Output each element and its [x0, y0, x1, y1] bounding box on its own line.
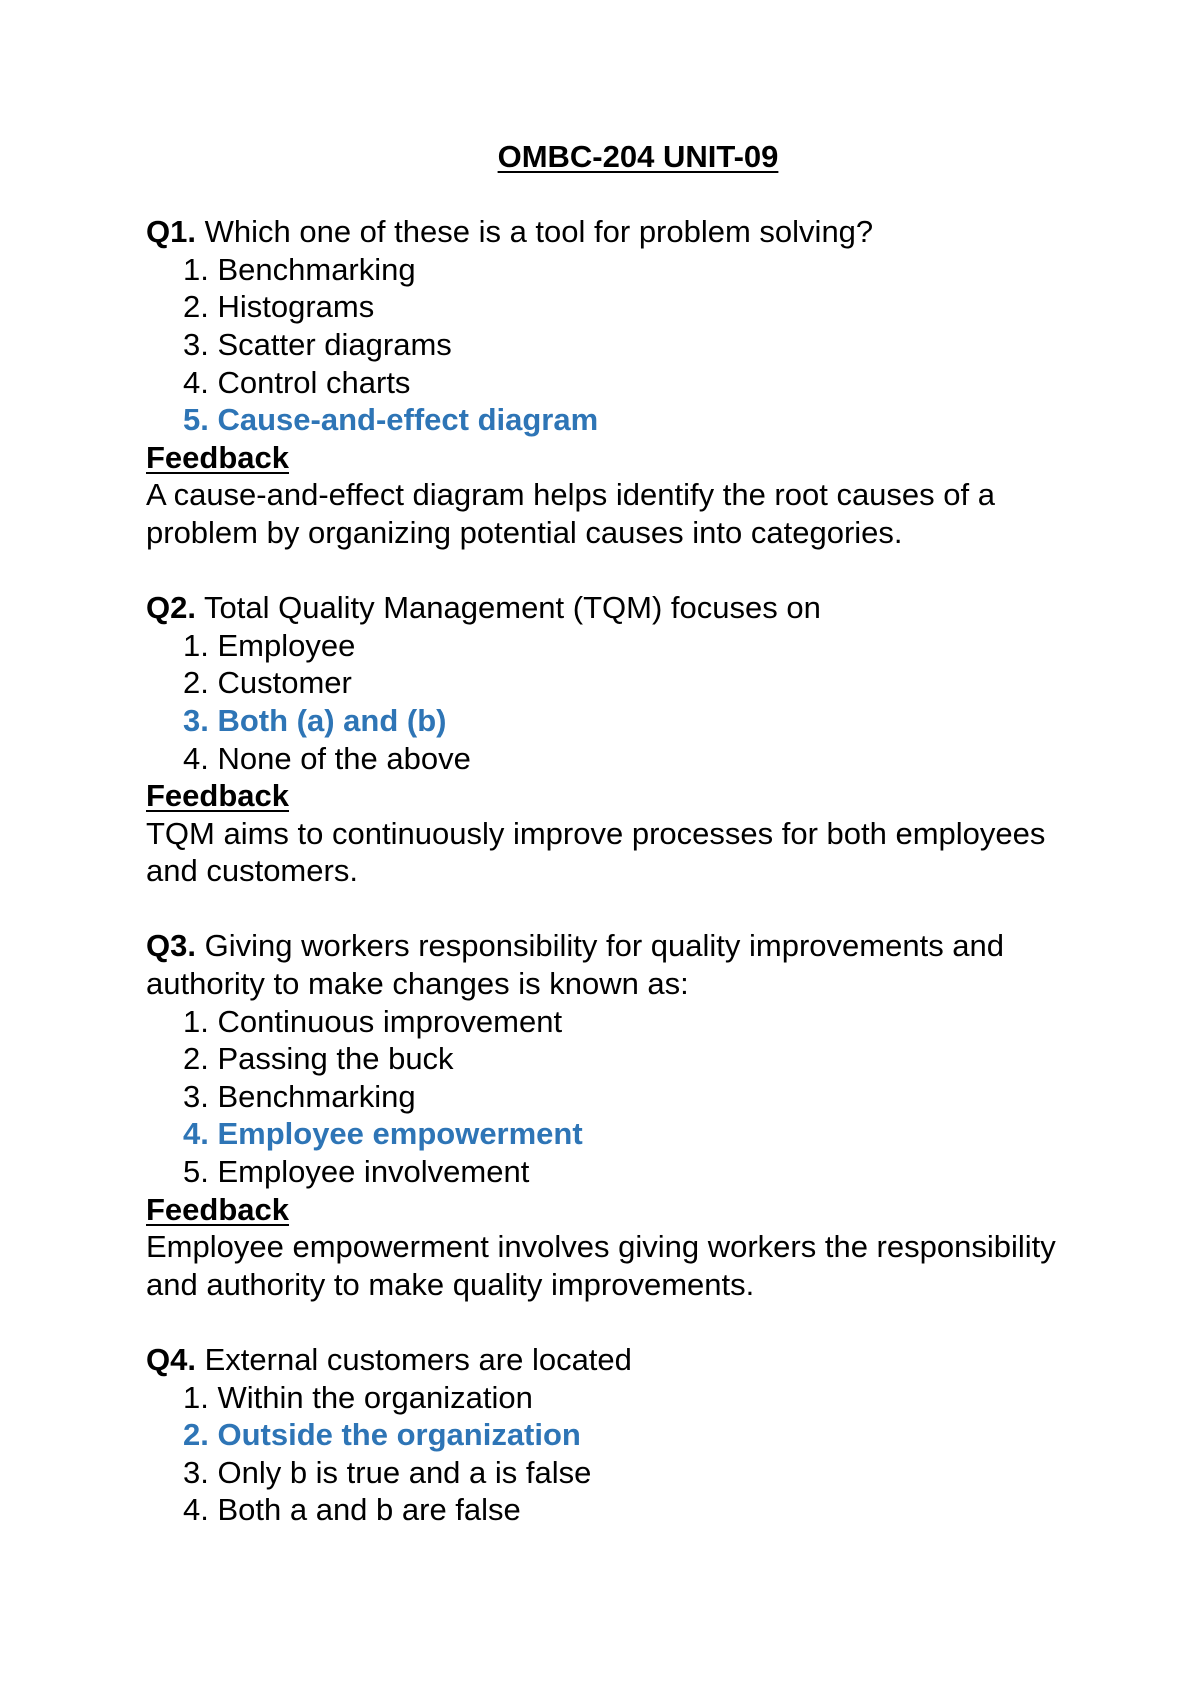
question-number: Q4.: [146, 1342, 196, 1377]
question-number: Q1.: [146, 214, 196, 250]
question-text: Giving workers responsibility for quality improvements and authority to make changes is known as:: [146, 928, 1005, 1002]
document-page: [146, 138, 1076, 1567]
feedback-text: A cause-and-effect diagram helps identify the root causes of a problem by organizing potential causes into categories.: [146, 477, 995, 550]
question-block: [146, 213, 1076, 551]
option-list: [146, 1003, 1076, 1191]
question-line: [146, 589, 1076, 627]
question-number: Q3.: [146, 928, 196, 964]
correct-option-item: 3. Both (a) and (b): [183, 702, 447, 738]
document-title: OMBC-204 UNIT-09: [497, 139, 779, 174]
question-line: [146, 1341, 1076, 1379]
feedback-heading: Feedback: [146, 1191, 290, 1227]
question-text: External customers are located: [204, 1342, 632, 1377]
question-block: [146, 927, 1076, 1303]
question-text: Total Quality Management (TQM) focuses on: [204, 590, 821, 626]
option-list: [146, 1379, 1076, 1529]
question-line: [146, 927, 1076, 1002]
option-item: 3. Scatter diagrams: [183, 326, 452, 362]
option-item: 1. Within the organization: [183, 1379, 533, 1415]
option-item: 2. Histograms: [183, 289, 375, 325]
feedback-heading: Feedback: [146, 778, 290, 814]
option-item: 1. Continuous improvement: [183, 1003, 563, 1039]
option-item: 1. Benchmarking: [183, 251, 416, 287]
option-item: 2. Passing the buck: [183, 1041, 454, 1077]
option-item: 3. Only b is true and a is false: [183, 1454, 592, 1490]
option-list: [146, 251, 1076, 439]
option-list: [146, 627, 1076, 777]
question-line: [146, 213, 1076, 251]
correct-option-item: 2. Outside the organization: [183, 1417, 581, 1453]
question-number: Q2.: [146, 590, 196, 626]
option-item: 3. Benchmarking: [183, 1078, 416, 1114]
option-item: 5. Employee involvement: [183, 1154, 530, 1190]
question-text: Which one of these is a tool for problem solving?: [204, 214, 874, 250]
feedback-heading: Feedback: [146, 439, 290, 475]
option-item: 4. None of the above: [183, 740, 471, 776]
option-item: 4. Control charts: [183, 364, 411, 400]
feedback-text: Employee empowerment involves giving workers the responsibility and authority to make quality improvements.: [146, 1229, 1056, 1302]
question-block: [146, 1341, 1076, 1529]
option-item: 4. Both a and b are false: [183, 1492, 521, 1528]
option-item: 1. Employee: [183, 627, 356, 663]
question-block: [146, 589, 1076, 890]
feedback-text: TQM aims to continuously improve processes for both employees and customers.: [146, 815, 1046, 889]
correct-option-item: 4. Employee empowerment: [183, 1116, 583, 1152]
correct-option-item: 5. Cause-and-effect diagram: [183, 402, 599, 438]
option-item: 2. Customer: [183, 665, 352, 701]
